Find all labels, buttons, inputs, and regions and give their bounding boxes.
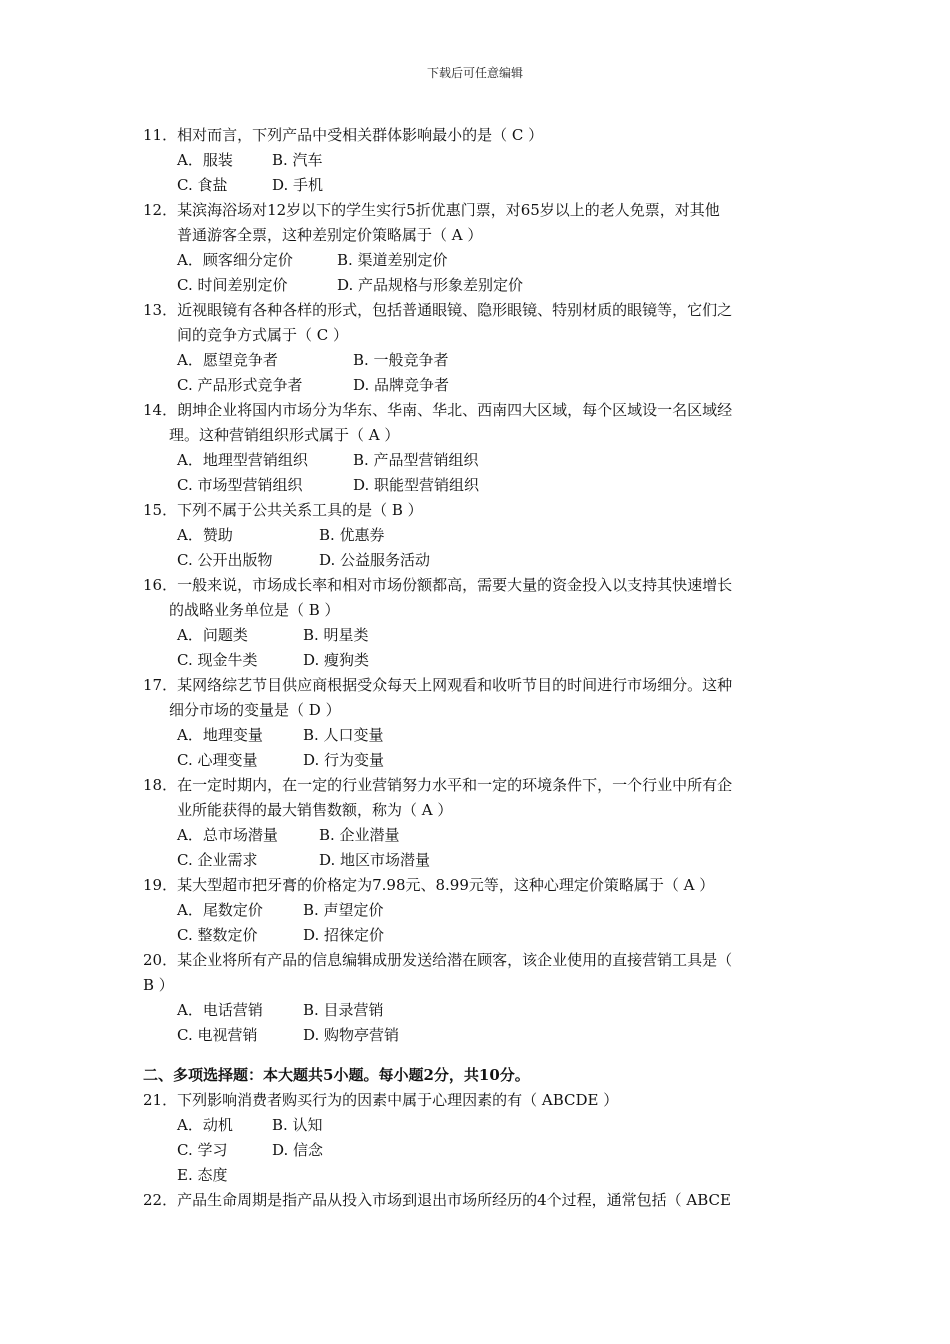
option: D. 行为变量 — [303, 751, 385, 769]
option: C. 企业需求 — [177, 851, 258, 869]
single-choice-questions — [143, 123, 813, 1048]
option-line — [143, 923, 813, 948]
option: C. 时间差别定价 — [177, 276, 288, 294]
option: C. 公开出版物 — [177, 551, 273, 569]
question-line: 15．下列不属于公共关系工具的是（ B ） — [143, 501, 423, 519]
section-title: 二、多项选择题：本大题共5小题。每小题2分，共10分。 — [143, 1066, 530, 1084]
option: A．总市场潜量 — [177, 826, 278, 844]
option: B. 认知 — [272, 1116, 323, 1134]
question-line: 20．某企业将所有产品的信息编辑成册发送给潜在顾客，该企业使用的直接营销工具是（ — [143, 951, 733, 969]
question-line: 21．下列影响消费者购买行为的因素中属于心理因素的有（ ABCDE ） — [143, 1091, 619, 1109]
option: A．问题类 — [177, 626, 248, 644]
multiple-choice-questions — [143, 1088, 813, 1213]
question-line: 12．某滨海浴场对12岁以下的学生实行5折优惠门票，对65岁以上的老人免票，对其他 — [143, 201, 720, 219]
option: C. 心理变量 — [177, 751, 258, 769]
option-line — [143, 548, 813, 573]
option: B. 优惠券 — [319, 526, 385, 544]
option: B. 明星类 — [303, 626, 369, 644]
question-line: 17．某网络综艺节目供应商根据受众每天上网观看和收听节目的时间进行市场细分。这种 — [143, 676, 733, 694]
option: B. 一般竞争者 — [353, 351, 449, 369]
option-line — [143, 448, 813, 473]
option: B. 企业潜量 — [319, 826, 400, 844]
option-line — [143, 648, 813, 673]
option: C. 学习 — [177, 1141, 228, 1159]
option: D. 产品规格与形象差别定价 — [337, 276, 524, 294]
option: B. 渠道差别定价 — [337, 251, 448, 269]
option: D. 购物亭营销 — [303, 1026, 400, 1044]
option-line — [143, 373, 813, 398]
option: D. 瘦狗类 — [303, 651, 370, 669]
option-line — [143, 723, 813, 748]
option: E. 态度 — [177, 1166, 228, 1184]
option-line — [143, 1113, 813, 1138]
option: D. 品牌竞争者 — [353, 376, 450, 394]
question-line: 理。这种营销组织形式属于（ A ） — [169, 426, 400, 444]
option-line — [143, 523, 813, 548]
option-line — [143, 898, 813, 923]
option: C. 现金牛类 — [177, 651, 258, 669]
option: A．动机 — [177, 1116, 233, 1134]
option: A．愿望竞争者 — [177, 351, 278, 369]
option-line — [143, 1023, 813, 1048]
option: A．赞助 — [177, 526, 233, 544]
option-line — [143, 748, 813, 773]
option: C. 整数定价 — [177, 926, 258, 944]
option-line — [143, 1138, 813, 1163]
option: C. 市场型营销组织 — [177, 476, 303, 494]
option: B. 产品型营销组织 — [353, 451, 479, 469]
option-line — [143, 1163, 813, 1188]
option: C. 食盐 — [177, 176, 228, 194]
question-line: 普通游客全票，这种差别定价策略属于（ A ） — [177, 226, 483, 244]
question-line: 16．一般来说，市场成长率和相对市场份额都高，需要大量的资金投入以支持其快速增长 — [143, 576, 733, 594]
page-header: 下载后可任意编辑 — [426, 66, 523, 80]
option: C. 电视营销 — [177, 1026, 258, 1044]
option-line — [143, 848, 813, 873]
option: A．服装 — [177, 151, 233, 169]
question-line: 14．朗坤企业将国内市场分为华东、华南、华北、西南四大区域，每个区域设一名区域经 — [143, 401, 733, 419]
option: A．地理变量 — [177, 726, 263, 744]
option: B. 人口变量 — [303, 726, 384, 744]
option: D. 地区市场潜量 — [319, 851, 431, 869]
question-line: 的战略业务单位是（ B ） — [169, 601, 340, 619]
option: D. 招徕定价 — [303, 926, 385, 944]
document-body — [143, 123, 813, 1213]
option: A．电话营销 — [177, 1001, 263, 1019]
option: D. 职能型营销组织 — [353, 476, 480, 494]
question-line: 业所能获得的最大销售数额，称为（ A ） — [177, 801, 453, 819]
option-line — [143, 823, 813, 848]
option-line — [143, 148, 813, 173]
question-line: 22．产品生命周期是指产品从投入市场到退出市场所经历的4个过程，通常包括（ ABCE — [143, 1191, 731, 1209]
option-line — [143, 348, 813, 373]
question-line: 18．在一定时期内，在一定的行业营销努力水平和一定的环境条件下，一个行业中所有企 — [143, 776, 733, 794]
option-line — [143, 173, 813, 198]
option: A．地理型营销组织 — [177, 451, 308, 469]
option-line — [143, 623, 813, 648]
option: D. 公益服务活动 — [319, 551, 431, 569]
option: A．尾数定价 — [177, 901, 263, 919]
question-line: 细分市场的变量是（ D ） — [169, 701, 341, 719]
option: B. 声望定价 — [303, 901, 384, 919]
option: C. 产品形式竞争者 — [177, 376, 303, 394]
question-line: 间的竞争方式属于（ C ） — [177, 326, 349, 344]
option: B. 目录营销 — [303, 1001, 384, 1019]
option-line — [143, 473, 813, 498]
option: D. 手机 — [272, 176, 324, 194]
option-line — [143, 998, 813, 1023]
question-line: 11．相对而言，下列产品中受相关群体影响最小的是（ C ） — [143, 126, 544, 144]
option-line — [143, 273, 813, 298]
question-line: 19．某大型超市把牙膏的价格定为7.98元、8.99元等，这种心理定价策略属于（ A ） — [143, 876, 715, 894]
option-line — [143, 248, 813, 273]
option: B. 汽车 — [272, 151, 323, 169]
question-line: 13．近视眼镜有各种各样的形式，包括普通眼镜、隐形眼镜、特别材质的眼镜等，它们之 — [143, 301, 733, 319]
option: D. 信念 — [272, 1141, 324, 1159]
question-line: B ） — [143, 976, 174, 994]
option: A．顾客细分定价 — [177, 251, 293, 269]
